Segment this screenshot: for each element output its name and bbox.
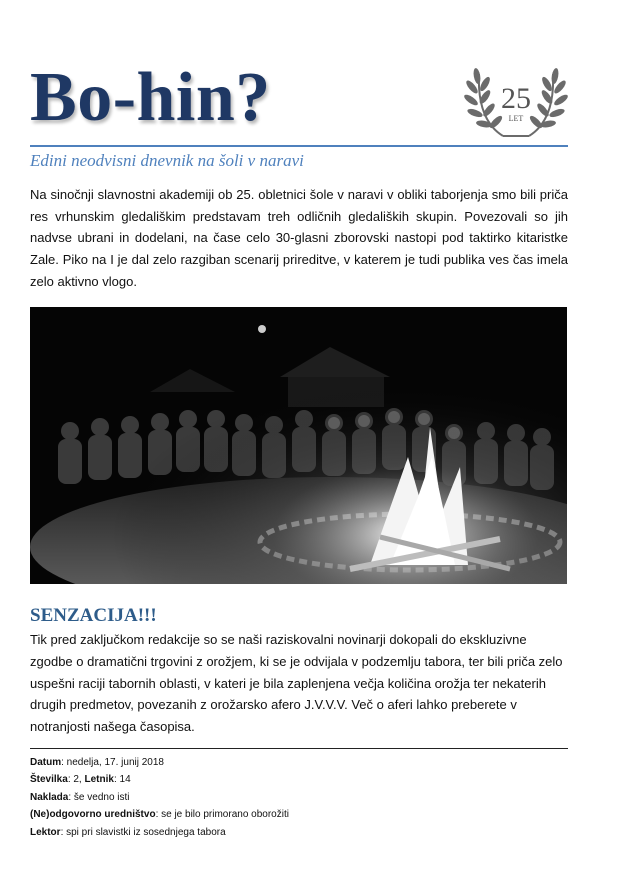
- anniversary-number: 25: [501, 82, 531, 115]
- masthead-rule: [30, 145, 568, 147]
- campfire-group-photo: [30, 307, 567, 584]
- intro-paragraph: Na sinočnji slavnostni akademiji ob 25. obletnici šole v naravi v obliki taborjenja smo bili priča res vrhunskim gledališkim predstavam treh odličnih gledaliških skupin. Povezovali so jih nadvse ubrani in dodelani, na čase celo 30-glasni zborovski nastopi pod taktirko kitaristke Zale. Piko na I je dal zelo razgiban scenarij prireditve, v katerem je tudi publika ves čas imela zelo aktivno vlogo.: [30, 187, 568, 289]
- colophon-proofreader: Lektor: spi pri slavistki iz sosednjega tabora: [30, 826, 226, 838]
- colophon-rule: [30, 748, 568, 749]
- masthead-subtitle: Edini neodvisni dnevnik na šoli v naravi: [30, 151, 304, 170]
- story-headline: SENZACIJA!!!: [30, 605, 157, 626]
- anniversary-label: LET: [508, 114, 524, 123]
- story-body: Tik pred zaključkom redakcije so se naši raziskovalni novinarji dokopali do ekskluzivne zgodbe o dramatični trgovini z orožjem, ki se je odvijala v podzemlju tabora, ter bili priča zelo uspešni raciji tabornih oblasti, v kateri je bila zaplenjena večja količina orožja ter nekaterih drugih predmetov, povezanih z orožarsko afero J.V.V.V. Več o aferi lahko preberete v notranjosti našega časopisa.: [30, 632, 563, 735]
- laurel-wreath-icon: [463, 60, 569, 140]
- masthead-title: Bo-hin?: [30, 59, 271, 136]
- colophon-issue: Številka: 2, Letnik: 14: [30, 774, 131, 786]
- colophon-circulation: Naklada: še vedno isti: [30, 791, 130, 803]
- colophon: [30, 754, 568, 841]
- colophon-date: Datum: nedelja, 17. junij 2018: [30, 757, 164, 768]
- colophon-editors: (Ne)odgovorno uredništvo: se je bilo primorano oborožiti: [30, 809, 289, 821]
